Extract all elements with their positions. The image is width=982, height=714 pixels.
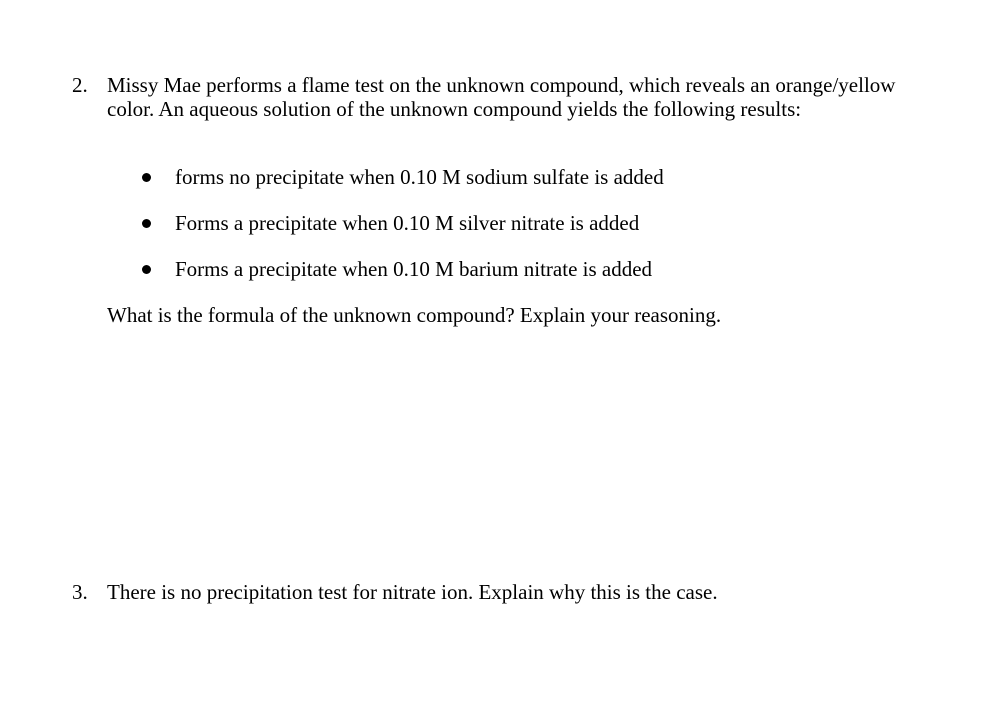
bullet-icon xyxy=(142,173,151,182)
question-3-number: 3. xyxy=(72,580,88,604)
question-2-number: 2. xyxy=(72,73,88,97)
question-2-text: Missy Mae performs a flame test on the unknown compound, which reveals an orange/yellow color. An aqueous solution of the unknown compound yields the following results: xyxy=(107,73,896,121)
bullet-icon xyxy=(142,265,151,274)
question-3 xyxy=(72,580,718,604)
question-3-text: There is no precipitation test for nitrate ion. Explain why this is the case. xyxy=(107,580,718,604)
bullet-icon xyxy=(142,219,151,228)
question-2-prompt: What is the formula of the unknown compound? Explain your reasoning. xyxy=(107,303,722,327)
result-text: Forms a precipitate when 0.10 M barium nitrate is added xyxy=(175,257,653,281)
result-text: forms no precipitate when 0.10 M sodium sulfate is added xyxy=(175,165,664,189)
result-text: Forms a precipitate when 0.10 M silver nitrate is added xyxy=(175,211,640,235)
question-2 xyxy=(72,73,942,327)
